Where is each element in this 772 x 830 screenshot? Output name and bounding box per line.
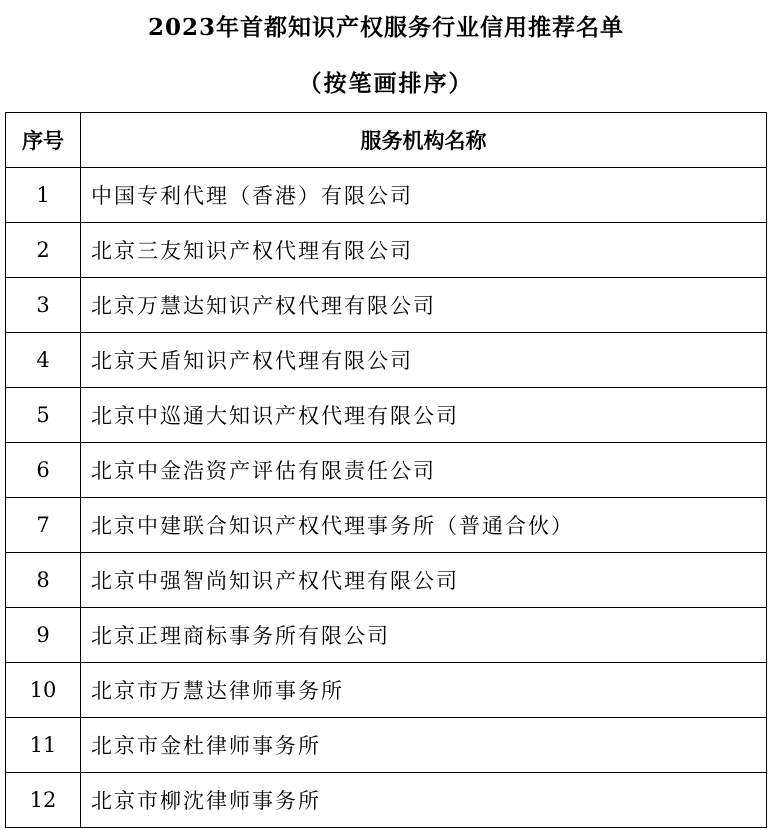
row-serial-number: 9	[6, 608, 81, 663]
table-row	[6, 388, 767, 443]
table-body	[6, 168, 767, 828]
row-organization-name: 北京三友知识产权代理有限公司	[81, 223, 767, 278]
table-row	[6, 663, 767, 718]
row-organization-name: 北京天盾知识产权代理有限公司	[81, 333, 767, 388]
row-serial-number: 8	[6, 553, 81, 608]
row-serial-number: 2	[6, 223, 81, 278]
table-row	[6, 333, 767, 388]
table-row	[6, 443, 767, 498]
table-row	[6, 718, 767, 773]
row-serial-number: 6	[6, 443, 81, 498]
table-row	[6, 553, 767, 608]
table-row	[6, 168, 767, 223]
row-organization-name: 北京万慧达知识产权代理有限公司	[81, 278, 767, 333]
row-organization-name: 北京中金浩资产评估有限责任公司	[81, 443, 767, 498]
row-organization-name: 北京正理商标事务所有限公司	[81, 608, 767, 663]
row-organization-name: 北京市金杜律师事务所	[81, 718, 767, 773]
document-subtitle: （按笔画排序）	[298, 70, 474, 97]
row-serial-number: 3	[6, 278, 81, 333]
row-serial-number: 10	[6, 663, 81, 718]
table-row	[6, 278, 767, 333]
row-organization-name: 北京中强智尚知识产权代理有限公司	[81, 553, 767, 608]
table-row	[6, 223, 767, 278]
recommendation-table	[5, 112, 767, 828]
table-row	[6, 498, 767, 553]
table-row	[6, 773, 767, 828]
row-serial-number: 12	[6, 773, 81, 828]
row-serial-number: 11	[6, 718, 81, 773]
document-title: 2023年首都知识产权服务行业信用推荐名单	[147, 14, 624, 41]
row-serial-number: 1	[6, 168, 81, 223]
table-header-row	[6, 113, 767, 168]
row-serial-number: 5	[6, 388, 81, 443]
row-organization-name: 北京中巡通大知识产权代理有限公司	[81, 388, 767, 443]
row-organization-name: 中国专利代理（香港）有限公司	[81, 168, 767, 223]
row-serial-number: 7	[6, 498, 81, 553]
row-organization-name: 北京市柳沈律师事务所	[81, 773, 767, 828]
table-row	[6, 608, 767, 663]
header-serial-number: 序号	[6, 113, 81, 168]
header-organization-name: 服务机构名称	[81, 113, 767, 168]
row-serial-number: 4	[6, 333, 81, 388]
row-organization-name: 北京中建联合知识产权代理事务所（普通合伙）	[81, 498, 767, 553]
row-organization-name: 北京市万慧达律师事务所	[81, 663, 767, 718]
